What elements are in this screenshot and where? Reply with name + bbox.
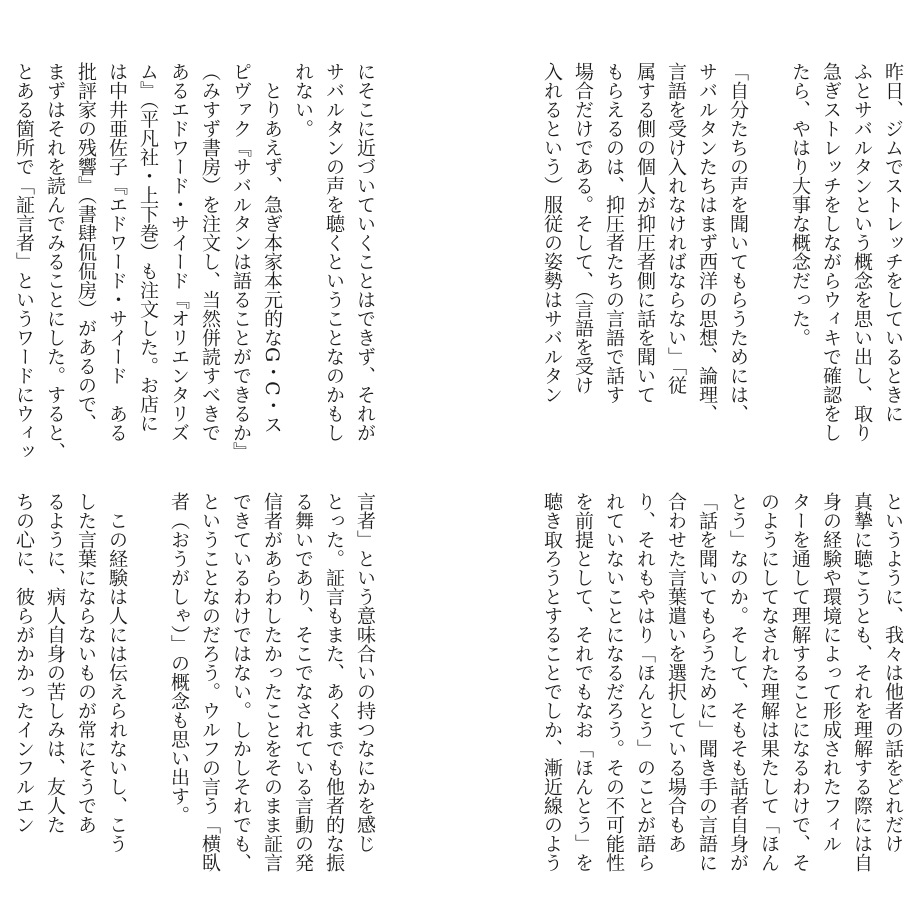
text-line: 真摯に聴こうとも、それを理解する際には自: [851, 492, 873, 872]
text-line: [132, 492, 163, 870]
text-line: 属する側の個人が抑圧者側に話を聞いて: [634, 62, 656, 404]
text-line: 言語を受け入れなければならない」「従: [665, 62, 687, 395]
text-block-top-left: [0, 62, 380, 461]
text-line: 批評家の残響』（書肆侃侃房）があるので、: [75, 62, 97, 433]
text-line: を前提として、それでもなお「ほんとう」を: [572, 492, 594, 872]
text-line: まずはそれを読んでみることにした。すると、: [44, 62, 66, 461]
text-line: 「自分たちの声を聞いてもらうためには、: [727, 62, 749, 423]
text-line: 急ぎストレッチをしながらウィキで確認をし: [820, 62, 842, 442]
text-line: 合わせた言葉遣いを選択している場合もあ: [665, 492, 687, 853]
text-line: [753, 62, 784, 437]
text-line: ふとサバルタンという概念を思い出し、取り: [851, 62, 873, 442]
text-line: この経験は人には伝えられないし、こう: [106, 492, 128, 853]
text-line: というように、我々は他者の話をどれだけ: [882, 492, 904, 853]
text-line: （みすず書房）を注文し、当然併読すべきで: [199, 62, 221, 442]
text-line: たら、やはり大事な概念だった。: [789, 62, 811, 347]
text-line: れない。: [292, 62, 314, 138]
text-line: 場合だけである。そして、（言語を受け: [572, 62, 594, 395]
text-line: サバルタンの声を聴くということなのかもし: [323, 62, 345, 442]
text-line: ターを通して理解することになるわけで、そ: [789, 492, 811, 872]
text-block-bottom-right: [541, 492, 908, 872]
text-line: 「話を聞いてもらうために」聞き手の言語に: [696, 492, 718, 872]
text-line: した言葉にならないものが常にそうであ: [75, 492, 97, 834]
text-line: 入れるという）服従の姿勢はサバルタン: [541, 62, 563, 404]
text-line: り、それもやはり「ほんとう」のことが語ら: [634, 492, 656, 872]
text-line: 身の経験や環境によって形成されたフィル: [820, 492, 842, 853]
text-line: 信者があらわしたかったことをそのまま証言: [261, 492, 283, 872]
text-line: 聴き取ろうとすることでしか、漸近線のよう: [541, 492, 563, 872]
text-line: あるエドワード・サイード『オリエンタリズ: [168, 62, 190, 442]
text-line: 者（おうがしゃ）」の概念も思い出す。: [168, 492, 190, 825]
text-line: れていないことになるだろう。その不可能性: [603, 492, 625, 872]
text-line: 昨日、ジムでストレッチをしているときに: [882, 62, 904, 423]
text-line: とりあえず、急ぎ本家本元的なG・C・ス: [261, 62, 283, 434]
text-line: ちの心に、彼らがかかったインフルエン: [13, 492, 35, 834]
text-line: とう」なのか。そして、そもそも話者自身が: [727, 492, 749, 872]
text-block-top-right: [541, 62, 908, 442]
text-line: ピヴァク『サバルタンは語ることができるか』: [230, 62, 252, 461]
text-line: できているわけではない。しかしそれでも、: [230, 492, 252, 872]
text-line: サバルタンたちはまず西洋の思想、論理、: [696, 62, 718, 423]
text-line: とった。証言もまた、あくまでも他者的な振: [323, 492, 345, 872]
text-line: とある箇所で「証言者」というワードにウィッ: [13, 62, 35, 461]
text-line: る舞いであり、そこでなされている言動の発: [292, 492, 314, 872]
text-line: のようにしてなされた理解は果たして「ほん: [758, 492, 780, 872]
text-line: もらえるのは、抑圧者たちの言語で話す: [603, 62, 625, 404]
text-line: るように、病人自身の苦しみは、友人た: [44, 492, 66, 834]
text-block-bottom-left: [0, 492, 380, 870]
text-line: ム』（平凡社・上下巻）も注文した。お店に: [137, 62, 159, 433]
text-line: は中井亜佐子『エドワード・サイード ある: [106, 62, 128, 442]
text-line: にそこに近づいていくことはできず、それが: [354, 62, 376, 442]
text-line: 言者」という意味合いの持つなにかを感じ: [354, 492, 376, 853]
text-line: ということなのだろう。ウルフの言う「横臥: [199, 492, 221, 872]
